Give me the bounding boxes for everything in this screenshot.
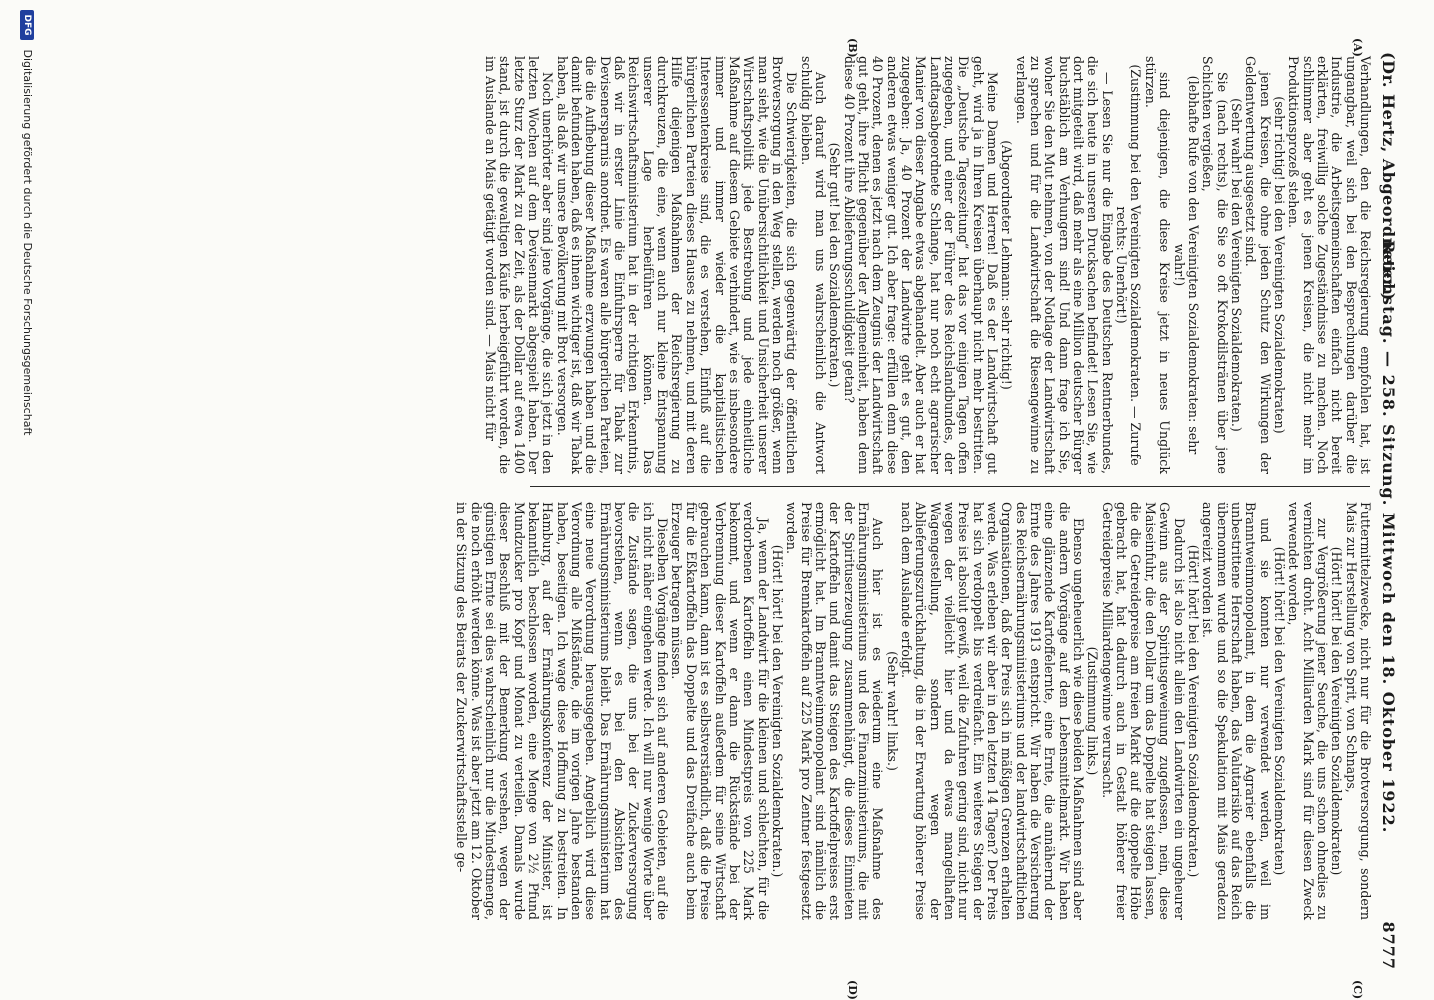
margin-marker-a: (A) <box>1351 38 1364 57</box>
paragraph: Sie (nach rechts), die Sie so oft Krokodilstränen über jene Schichten vergießen, <box>1200 56 1230 474</box>
dfg-logo: DFG <box>20 10 34 40</box>
paragraph: (Hört! hört! bei den Vereinigten Sozialdemokraten) <box>1271 546 1287 876</box>
paragraph: Auch hier ist es wiederum eine Maßnahme des Ernährungsministeriums und des Finanzministeriums, die mit der Spirituserzeugung zusammenhängt, die dieses Einmieten der Kartoffeln und damit das Steigen des Kartoffelpreises erst ermöglicht hat. Im Branntweinmonopolamt sind nämlich die Preise für Brennkartoffeln auf 225 Mark pro Zentner festgesetzt worden. <box>784 502 886 920</box>
paragraph: — Lesen Sie nur die Eingabe des Deutschen Rentnerbundes, die sich heute in unseren Drucksachen befindet! Lesen Sie, wie dort mitgeteilt wird, daß mehr als eine Million deutscher Bürger buchstäblich am Verhungern sind! Und dann frage ich Sie, woher Sie den Mut nehmen, von der Notlage der Landwirtschaft zu sprechen und für die Landwirtschaft die Riesengewinne zu verlangen. <box>1013 56 1115 474</box>
paragraph: (lebhafte Rufe von den Vereinigten Sozialdemokraten: sehr wahr!) <box>1171 75 1201 455</box>
margin-marker-d: (D) <box>846 980 859 1000</box>
paragraph: (Sehr gut! bei den Sozialdemokraten.) <box>827 142 843 388</box>
paragraph: (sehr richtig! bei den Vereinigten Sozialdemokraten) <box>1271 96 1287 434</box>
paragraph: Verhandlungen, den die Reichsregierung empfohlen hat, ist ungangbar, weil sich bei den Besprechungen darüber die Industrie, die Arbeitsgemeinschaften einfach nicht bereit erklärten, freiwillig solche Zugeständnisse zu machen. Noch schlimmer aber geht es jenen Kreisen, die nicht mehr im Produktionsprozeß stehen. <box>1286 56 1373 474</box>
paragraph: (Sehr wahr! bei den Vereinigten Sozialdemokraten.) <box>1228 98 1244 432</box>
paragraph: (Hört! hört! bei den Vereinigten Sozialdemokraten.) <box>769 544 785 878</box>
margin-marker-c: (C) <box>1351 980 1364 1000</box>
paragraph: Dieselben Vorgänge finden sich auf anderen Gebieten, auf die ich nicht näher eingehen werde. Ich will nur wenige Worte über die Zustände sagen, die uns bei der Zuckerversorgung bevorstehen, wenn es bei den Absichten des Ernährungsministeriums bleibt. Das Ernährungsministerium hat eine neue Verordnung herausgegeben. Angeblich wird diese Verordnung alle Mißstände, die im vorigen Jahre bestanden haben, beseitigen. Ich wage diese Hoffnung zu bestreiten. In Hamburg, auf der Ernährungskonferenz der Minister, ist bekanntlich beschlossen worden, eine Menge von 2½ Pfund Mundzucker pro Kopf und Monat zu verteilen. Damals wurde dieser Beschluß mit der Bemerkung versehen, wegen der günstigen Ernte sei dies wahrscheinlich nur die Mindestmenge, die noch erhöht werden könne. Was ist aber jetzt am 12. Oktober in der Sitzung des Beirats der Zuckerwirtschaftsstelle ge- <box>454 502 671 920</box>
paragraph: (Abgeordneter Lehmann: sehr richtig!) <box>999 140 1015 390</box>
page-number: 8777 <box>1379 921 1398 970</box>
margin-marker-b: (B) <box>846 38 859 58</box>
text-column-right <box>454 502 1373 920</box>
paragraph: Dadurch ist also nicht allein den Landwirten ein ungeheurer Gewinn aus der Spiritusgeweinung zugeflossen, nein, diese Maiseinfuhr, die den Dollar um das Doppelte hat steigen lassen, die die Getreidepreise am freien Markt auf die doppelte Höhe gebracht hat, hat dadurch auch in Gestalt höherer freier Getreidepreise Milliardengewinne verursacht. <box>1099 502 1187 920</box>
session-title: Reichstag. — 258. Sitzung. Mittwoch den 18. Oktober 1922. <box>1379 240 1398 834</box>
paragraph: (Sehr wahr! links.) <box>884 651 900 771</box>
paragraph: zur Vergrößerung jener Seuche, die uns schon ohnedies zu vernichten droht. Acht Milliarden Mark sind für diesen Zweck verwendet worden, <box>1286 502 1330 920</box>
paragraph: Ebenso ungeheuerlich wie diese beiden Maßnahmen sind aber die andern Vorgänge auf dem Lebensmittelmarkt. Wir haben eine glänzende Kartoffelernte, eine Ernte, die annähernd der Ernte des Jahres 1913 entspricht. Wir haben die Versicherung des Reichsernährungsministeriums und der landwirtschaftlichen Organisationen, daß der Preis sich in mäßigen Grenzen erhalten werde. Was erleben wir aber in den letzten 14 Tagen? Der Preis hat sich verdoppelt bis verdreifacht. Ein weiteres Steigen der Preise ist absolut gewiß, weil die Zufuhren gering sind, nicht nur wegen der vielleicht hier und da etwas mangelhaften Wagengestellung, sondern wegen der Ablieferungszurückhaltung, die in der Erwartung höherer Preise nach dem Auslande erfolgt. <box>899 502 1087 920</box>
paragraph: Futtermittelzwecke, nicht nur für die Brotversorgung, sondern Mais zur Herstellung von Sprit, von Schnaps, <box>1343 502 1373 920</box>
paragraph: Meine Damen und Herren! Daß es der Landwirtschaft gut geht, wird ja in Ihren Kreisen überhaupt nicht mehr bestritten. Die „Deutsche Tageszeitung“ hat das vor einigen Tagen offen zugegeben, und einer der Führer des Reichslandbundes, der Landtagsabgeordnete Schlange, hat nur noch echt agrarischer Manier von dieser Angabe etwas abgehandelt. Aber auch er hat zugegeben: Ja, 40 Prozent der Landwirte geht es gut, den anderen etwas weniger gut. Ich aber frage: erfüllen denn diese 40 Prozent, denen es jetzt nach dem Zeugnis der Landwirtschaft gut geht, ihre Pflicht gegenüber der Allgemeinheit, haben denn diese 40 Prozent ihre Ablieferungsschuldigkeit getan? <box>841 56 1001 474</box>
paragraph: jenen Kreisen, die ohne jeden Schutz den Wirkungen der Geldentwertung ausgesetzt sind. <box>1243 56 1273 474</box>
digitization-footer <box>10 10 34 990</box>
paragraph: und sie konnten nur verwendet werden, weil im Branntweinmonopolamt, in dem die Agrarier ebenfalls die unbestrittene Herrschaft haben, das Valutarisiko auf das Reich übernommen wurde und so die Spekulation mit Mais geradezu angereizt worden ist. <box>1200 502 1273 920</box>
paragraph: Die Schwierigkeiten, die sich gegenwärtig der öffentlichen Brotversorgung in den Weg stellen, werden noch größer, wenn man sieht, wie die Unübersichtlichkeit und Unsicherheit unserer Wirtschaftspolitik jede Bestrebung und jede einheitliche Maßnahme auf diesem Gebiete verhindert, wie es insbesondere immer und immer wieder die kapitalistischen Interessentenkreise sind, die es verstehen, Einfluß auf die bürgerlichen Parteien dieses Hauses zu nehmen, und mit deren Hilfe diejenigen Maßnahmen der Reichsregierung zu durchkreuzen, die eine, wenn auch nur kleine Entspannung unserer Lage herbeiführen können. Das Reichswirtschaftsministerium hat in der richtigen Erkenntnis, daß wir in erster Linie die Einfuhrsperre für Tabak zur Devisenersparnis anordnet. Es waren alle bürgerlichen Parteien, die die Aufhebung dieser Maßnahme erzwungen haben und die damit befunden haben, daß es ihnen wichtiger ist, daß wir Tabak haben, als daß wir unsere Bevölkerung mit Brot versorgen. <box>554 56 800 474</box>
speaker-reference: (Dr. Hertz, Abgeordneter.) <box>1379 52 1398 301</box>
paragraph: (Hört! hört! bei den Vereinigten Sozialdemokraten) <box>1329 546 1345 876</box>
text-column-left <box>483 56 1373 474</box>
paragraph: Ja, wenn der Landwirt für die kleinen und schlechten, für die verdorbenen Kartoffeln einen Mindestpreis von 225 Mark bekommt, und wenn er dann die Rückstände bei der Verbrennung dieser Kartoffeln außerdem für seine Wirtschaft gebrauchen kann, dann ist es selbstverständlich, daß die Preise für die Eßkartoffeln das Doppelte und das Dreifache auch beim Erzeuger betragen müssen. <box>669 502 771 920</box>
column-divider <box>530 486 1370 487</box>
funding-note: Digitalisierung gefördert durch die Deutsche Forschungsgemeinschaft <box>21 49 34 436</box>
paragraph: Noch unerhörter aber sind jene Vorgänge, die sich jetzt in den letzten Wochen auf dem Devisenmarkt abgespielt haben. Der letzte Sturz der Mark zu der Zeit, als der Dollar auf etwa 1400 stand, ist durch die gewaltigen Käufe herbeigeführt worden, die im Auslande an Mais getätigt worden sind. — Mais nicht für <box>483 56 556 474</box>
paragraph: Auch darauf wird man uns wahrscheinlich die Antwort schuldig bleiben. <box>798 56 828 474</box>
page-header <box>1372 40 1412 970</box>
paragraph: (Hört! hört! bei den Vereinigten Sozialdemokraten.) <box>1185 544 1201 878</box>
paragraph: sind diejenigen, die diese Kreise jetzt in neues Unglück stürzen. <box>1142 56 1173 474</box>
paragraph: (Zustimmung bei den Vereinigten Sozialdemokraten. — Zurufe rechts: Unerhört!) <box>1114 64 1144 466</box>
paragraph: (Zustimmung links.) <box>1085 646 1101 776</box>
